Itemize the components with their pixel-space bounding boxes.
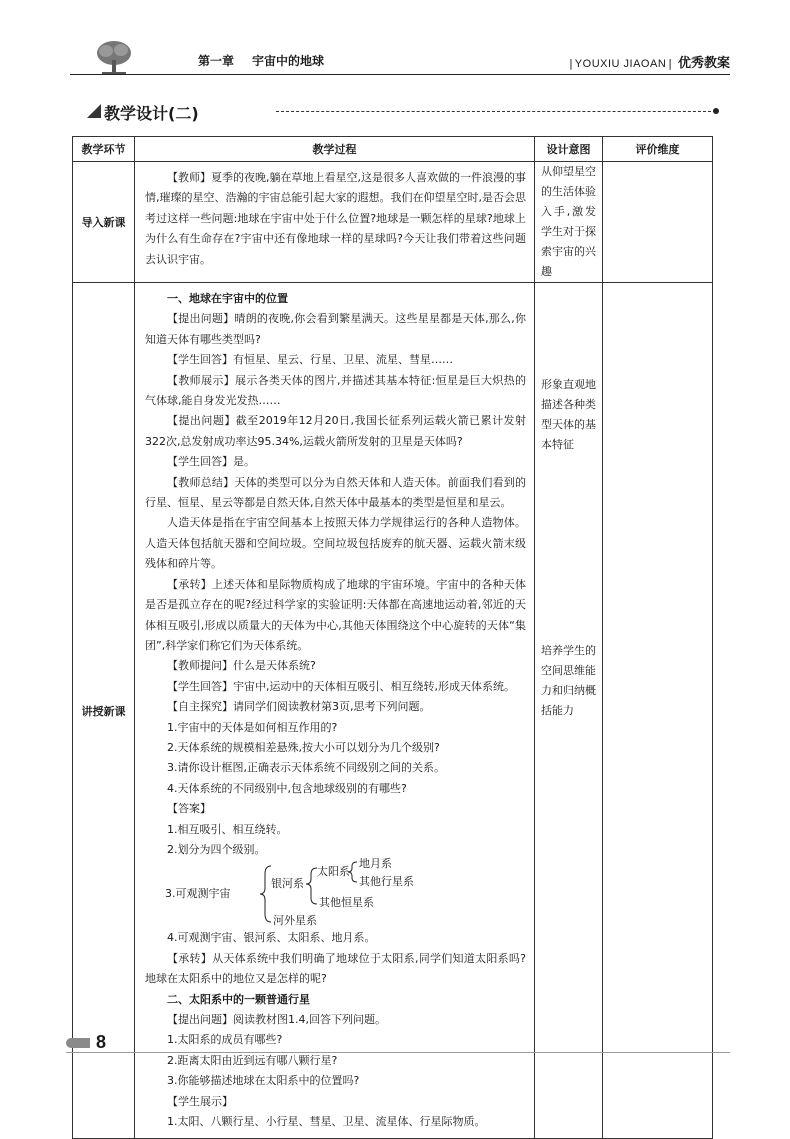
process-text: 【学生回答】有恒星、星云、行星、卫星、流星、彗星…… [167,353,453,367]
process-text: 【承转】从天体系统中我们明确了地球位于太阳系,同学们知道太阳系吗?地球在太阳系中的地位又是怎样的呢? [145,951,526,986]
intent-text: 培养学生的空间思维能力和归纳概括能力 [541,644,596,717]
process-text: 【教师】夏季的夜晚,躺在草地上看星空,这是很多人喜欢做的一件浪漫的事情,璀璨的星空、浩瀚的宇宙总能引起大家的遐想。我们在仰望星空时,是否会思考过这样一些问题:地球在宇宙中处于什么位置?地球是一颗怎样的星球?地球上为什么有生命存在?宇宙中还有像地球一样的星球吗?今天让我们带着这些问题去认识宇宙。 [145,171,526,266]
stage-cell: 讲授新课 [73,283,135,1139]
process-text: 人造天体是指在宇宙空间基本上按照天体力学规律运行的各种人造物体。人造天体包括航天器和空间垃圾。空间垃圾包括废弃的航天器、运载火箭末级残体和碎片等。 [145,516,526,571]
triangle-icon [86,103,102,119]
table-row [73,162,713,283]
question-item: 1.太阳系的成员有哪些? [167,1033,283,1047]
chapter-title: 宇宙中的地球 [252,54,325,68]
answer-label: 【学生展示】 [167,1094,233,1108]
page-number: 8 [96,1032,107,1052]
eval-cell [603,283,713,1139]
celestial-system-diagram [165,857,526,928]
other-stars-label: 其他恒星系 [319,896,374,910]
process-text: 【教师提问】什么是天体系统? [167,659,316,673]
question-item: 3.请你设计框图,正确表示天体系统不同级别之间的关系。 [167,761,445,775]
question-item: 3.你能够描述地球在太阳系中的位置吗? [167,1074,360,1088]
earth-moon-label: 地月系 [359,857,392,871]
header-divider [70,74,730,75]
stage-cell: 导入新课 [73,162,135,283]
header-intent: 设计意图 [535,137,603,162]
process-text: 【教师总结】天体的类型可以分为自然天体和人造天体。前面我们看到的行星、恒星、星云等都是自然天体,自然天体中最基本的类型是恒星和星云。 [145,475,526,510]
header-process: 教学过程 [135,137,535,162]
lesson-table [72,136,713,1139]
answer-label: 【答案】 [167,802,211,816]
section-title-text: 教学设计(二) [104,104,199,123]
process-text: 【提出问题】晴朗的夜晚,你会看到繁星满天。这些星星都是天体,那么,你知道天体有哪些类型吗? [145,312,526,346]
galaxy-label: 银河系 [271,877,304,891]
table-row [73,283,713,1139]
answer-item: 2.划分为四个级别。 [167,842,266,856]
header-stage: 教学环节 [73,137,135,162]
process-cell [135,283,535,1139]
intent-cell: 从仰望星空的生活体验入手,激发学生对于探索宇宙的兴趣 [535,162,603,283]
answer-item: 4.可观测宇宙、银河系、太阳系、地月系。 [167,931,376,945]
section-title [86,100,716,124]
process-text: 【承转】上述天体和星际物质构成了地球的宇宙环境。宇宙中的各种天体是否是孤立存在的呢?经过科学家的实验证明:天体都在高速地运动着,邻近的天体相互吸引,形成以质量大的天体为中心,其他天体围绕这个中心旋转的天体“集团”,科学家们称它们为天体系统。 [145,577,526,652]
footer-tab [66,1038,90,1048]
question-item: 2.距离太阳由近到远有哪八颗行星? [167,1053,338,1067]
answer-item: 1.太阳、八颗行星、小行星、彗星、卫星、流星体、行星际物质。 [167,1115,486,1129]
subheading: 一、地球在宇宙中的位置 [167,292,288,305]
brand-en: YOUXIU JIAOAN [574,58,667,70]
observable-universe-label: 3.可观测宇宙 [165,887,231,901]
process-text: 【提出问题】截至2019年12月20日,我国长征系列运载火箭已累计发射322次,总发射成功率达95.34%,运载火箭所发射的卫星是天体吗? [145,414,526,448]
extragalactic-label: 河外星系 [273,914,317,928]
table-header-row [73,137,713,162]
footer-divider [66,1052,730,1053]
section-dotted-rule [276,111,716,114]
question-item: 4.天体系统的不同级别中,包含地球级别的有哪些? [167,781,407,795]
process-text: 【学生回答】是。 [167,455,255,469]
process-text: 【教师展示】展示各类天体的图片,并描述其基本特征:恒星是巨大炽热的气体球,能自身发光发热…… [145,373,526,408]
brand-label: | YOUXIU JIAOAN | 优秀教案 [569,56,730,71]
brand-cn: 优秀教案 [677,56,730,71]
page-header [70,40,730,80]
tree-icon [94,40,134,76]
section-end-dot [713,108,719,114]
process-text: 【自主探究】请同学们阅读教材第3页,思考下列问题。 [167,700,431,714]
solar-system-label: 太阳系 [317,865,350,879]
answer-item: 1.相互吸引、相互绕转。 [167,822,288,836]
question-item: 1.宇宙中的天体是如何相互作用的? [167,720,338,734]
subheading: 二、太阳系中的一颗普通行星 [167,992,310,1006]
process-text: 【提出问题】阅读教材图1.4,回答下列问题。 [167,1013,386,1026]
intent-cell [535,283,603,1139]
chapter-number: 第一章 [198,54,235,68]
header-eval: 评价维度 [603,137,713,162]
other-planets-label: 其他行星系 [359,875,414,889]
intent-text: 形象直观地描述各种类型天体的基本特征 [541,378,596,451]
eval-cell [603,162,713,283]
process-cell [135,162,535,283]
chapter-heading [198,52,324,69]
question-item: 2.天体系统的规模相差悬殊,按大小可以划分为几个级别? [167,740,440,754]
process-text: 【学生回答】宇宙中,运动中的天体相互吸引、相互绕转,形成天体系统。 [167,679,515,693]
